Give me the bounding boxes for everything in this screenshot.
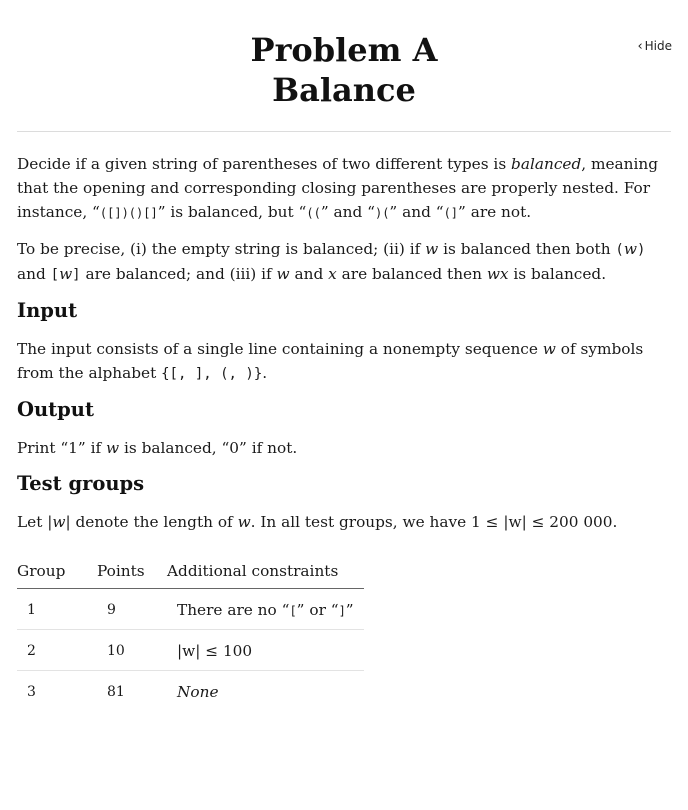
alphabet-set: {[, ], (, )} bbox=[161, 366, 263, 382]
chevron-left-icon: ‹ bbox=[637, 38, 643, 54]
math-w: w bbox=[425, 240, 439, 258]
length-constraint: |w| ≤ 100 bbox=[177, 642, 253, 660]
cell-constraints bbox=[167, 630, 364, 671]
table-row bbox=[17, 589, 364, 630]
text: are balanced then bbox=[336, 265, 487, 283]
math-w: w bbox=[59, 265, 73, 283]
table-row bbox=[17, 630, 364, 671]
hide-toggle[interactable] bbox=[637, 39, 672, 53]
test-groups-table bbox=[17, 558, 364, 711]
text: ” and “ bbox=[320, 203, 375, 221]
cell-points: 9 bbox=[97, 589, 167, 630]
header-group: Group bbox=[17, 558, 97, 589]
text: . bbox=[612, 513, 618, 531]
title-line-1: Problem A bbox=[250, 31, 438, 69]
math-w: w bbox=[623, 240, 637, 258]
paren-close: ) bbox=[636, 242, 646, 258]
intro-paragraph-1 bbox=[17, 152, 671, 225]
math-wx: wx bbox=[486, 265, 509, 283]
text: , meaning that the opening and corresponding closing parentheses are properly nested. For instance, “ bbox=[17, 155, 659, 221]
output-paragraph bbox=[17, 436, 671, 460]
hide-label: Hide bbox=[644, 39, 672, 53]
math-x: x bbox=[328, 265, 337, 283]
text: and bbox=[289, 265, 329, 283]
text: is balanced, “0” if not. bbox=[119, 439, 298, 457]
cell-constraints bbox=[167, 589, 364, 630]
cell-group: 1 bbox=[17, 589, 97, 630]
math-w: w bbox=[237, 513, 251, 531]
cell-group: 3 bbox=[27, 684, 36, 700]
problem-title bbox=[17, 30, 671, 110]
text: is balanced. bbox=[508, 265, 607, 283]
intro-paragraph-2 bbox=[17, 237, 671, 287]
example-balanced: ([])()[] bbox=[99, 206, 158, 220]
text: ” are not. bbox=[458, 203, 532, 221]
title-line-2: Balance bbox=[272, 71, 416, 109]
problem-page bbox=[0, 30, 688, 711]
cell-points: 81 bbox=[107, 684, 125, 700]
test-groups-heading: Test groups bbox=[17, 472, 145, 495]
no-constraint: None bbox=[177, 683, 219, 701]
text: | denote the length of bbox=[65, 513, 238, 531]
example-unbalanced-1: (( bbox=[306, 206, 321, 220]
length-bound: 1 ≤ |w| ≤ 200 000 bbox=[471, 513, 613, 531]
bracket-open: [ bbox=[289, 604, 297, 618]
example-unbalanced-3: (] bbox=[443, 206, 459, 220]
text: Decide if a given string of parentheses of two different types is bbox=[17, 155, 512, 173]
text: There are no “ bbox=[177, 601, 290, 619]
input-heading: Input bbox=[17, 299, 78, 322]
bracket-open: [ bbox=[50, 267, 60, 283]
math-w: w bbox=[106, 439, 120, 457]
text: ” or “ bbox=[296, 601, 339, 619]
bracket-close: ] bbox=[72, 267, 81, 283]
test-groups-paragraph bbox=[17, 510, 671, 534]
example-unbalanced-2: )( bbox=[374, 206, 390, 220]
table-row bbox=[17, 671, 364, 712]
cell-constraints bbox=[167, 671, 364, 712]
text: is balanced then both bbox=[438, 240, 616, 258]
text: ” and “ bbox=[389, 203, 444, 221]
input-paragraph bbox=[17, 337, 671, 386]
math-w: w bbox=[52, 513, 66, 531]
text: Let | bbox=[17, 513, 53, 531]
text: and bbox=[17, 265, 51, 283]
text: The input consists of a single line containing a nonempty sequence bbox=[17, 340, 543, 358]
title-divider bbox=[17, 131, 671, 132]
text: . bbox=[262, 364, 268, 382]
text: To be precise, (i) the empty string is balanced; (ii) if bbox=[17, 240, 426, 258]
text: of symbols from the alphabet bbox=[17, 340, 644, 382]
text: ” is balanced, but “ bbox=[157, 203, 307, 221]
math-w: w bbox=[276, 265, 290, 283]
bracket-close: ] bbox=[338, 604, 346, 618]
table-header-row bbox=[17, 558, 364, 589]
paren-open: ( bbox=[615, 242, 624, 258]
text: Print “1” if bbox=[17, 439, 107, 457]
header-points: Points bbox=[97, 558, 167, 589]
text: . In all test groups, we have bbox=[250, 513, 472, 531]
text: are balanced; and (iii) if bbox=[80, 265, 277, 283]
text: ” bbox=[345, 601, 354, 619]
cell-points: 10 bbox=[97, 630, 167, 671]
balanced-emphasis: balanced bbox=[511, 155, 582, 173]
math-w: w bbox=[542, 340, 556, 358]
output-heading: Output bbox=[17, 398, 94, 421]
cell-group: 2 bbox=[17, 630, 97, 671]
header-constraints: Additional constraints bbox=[167, 558, 364, 589]
